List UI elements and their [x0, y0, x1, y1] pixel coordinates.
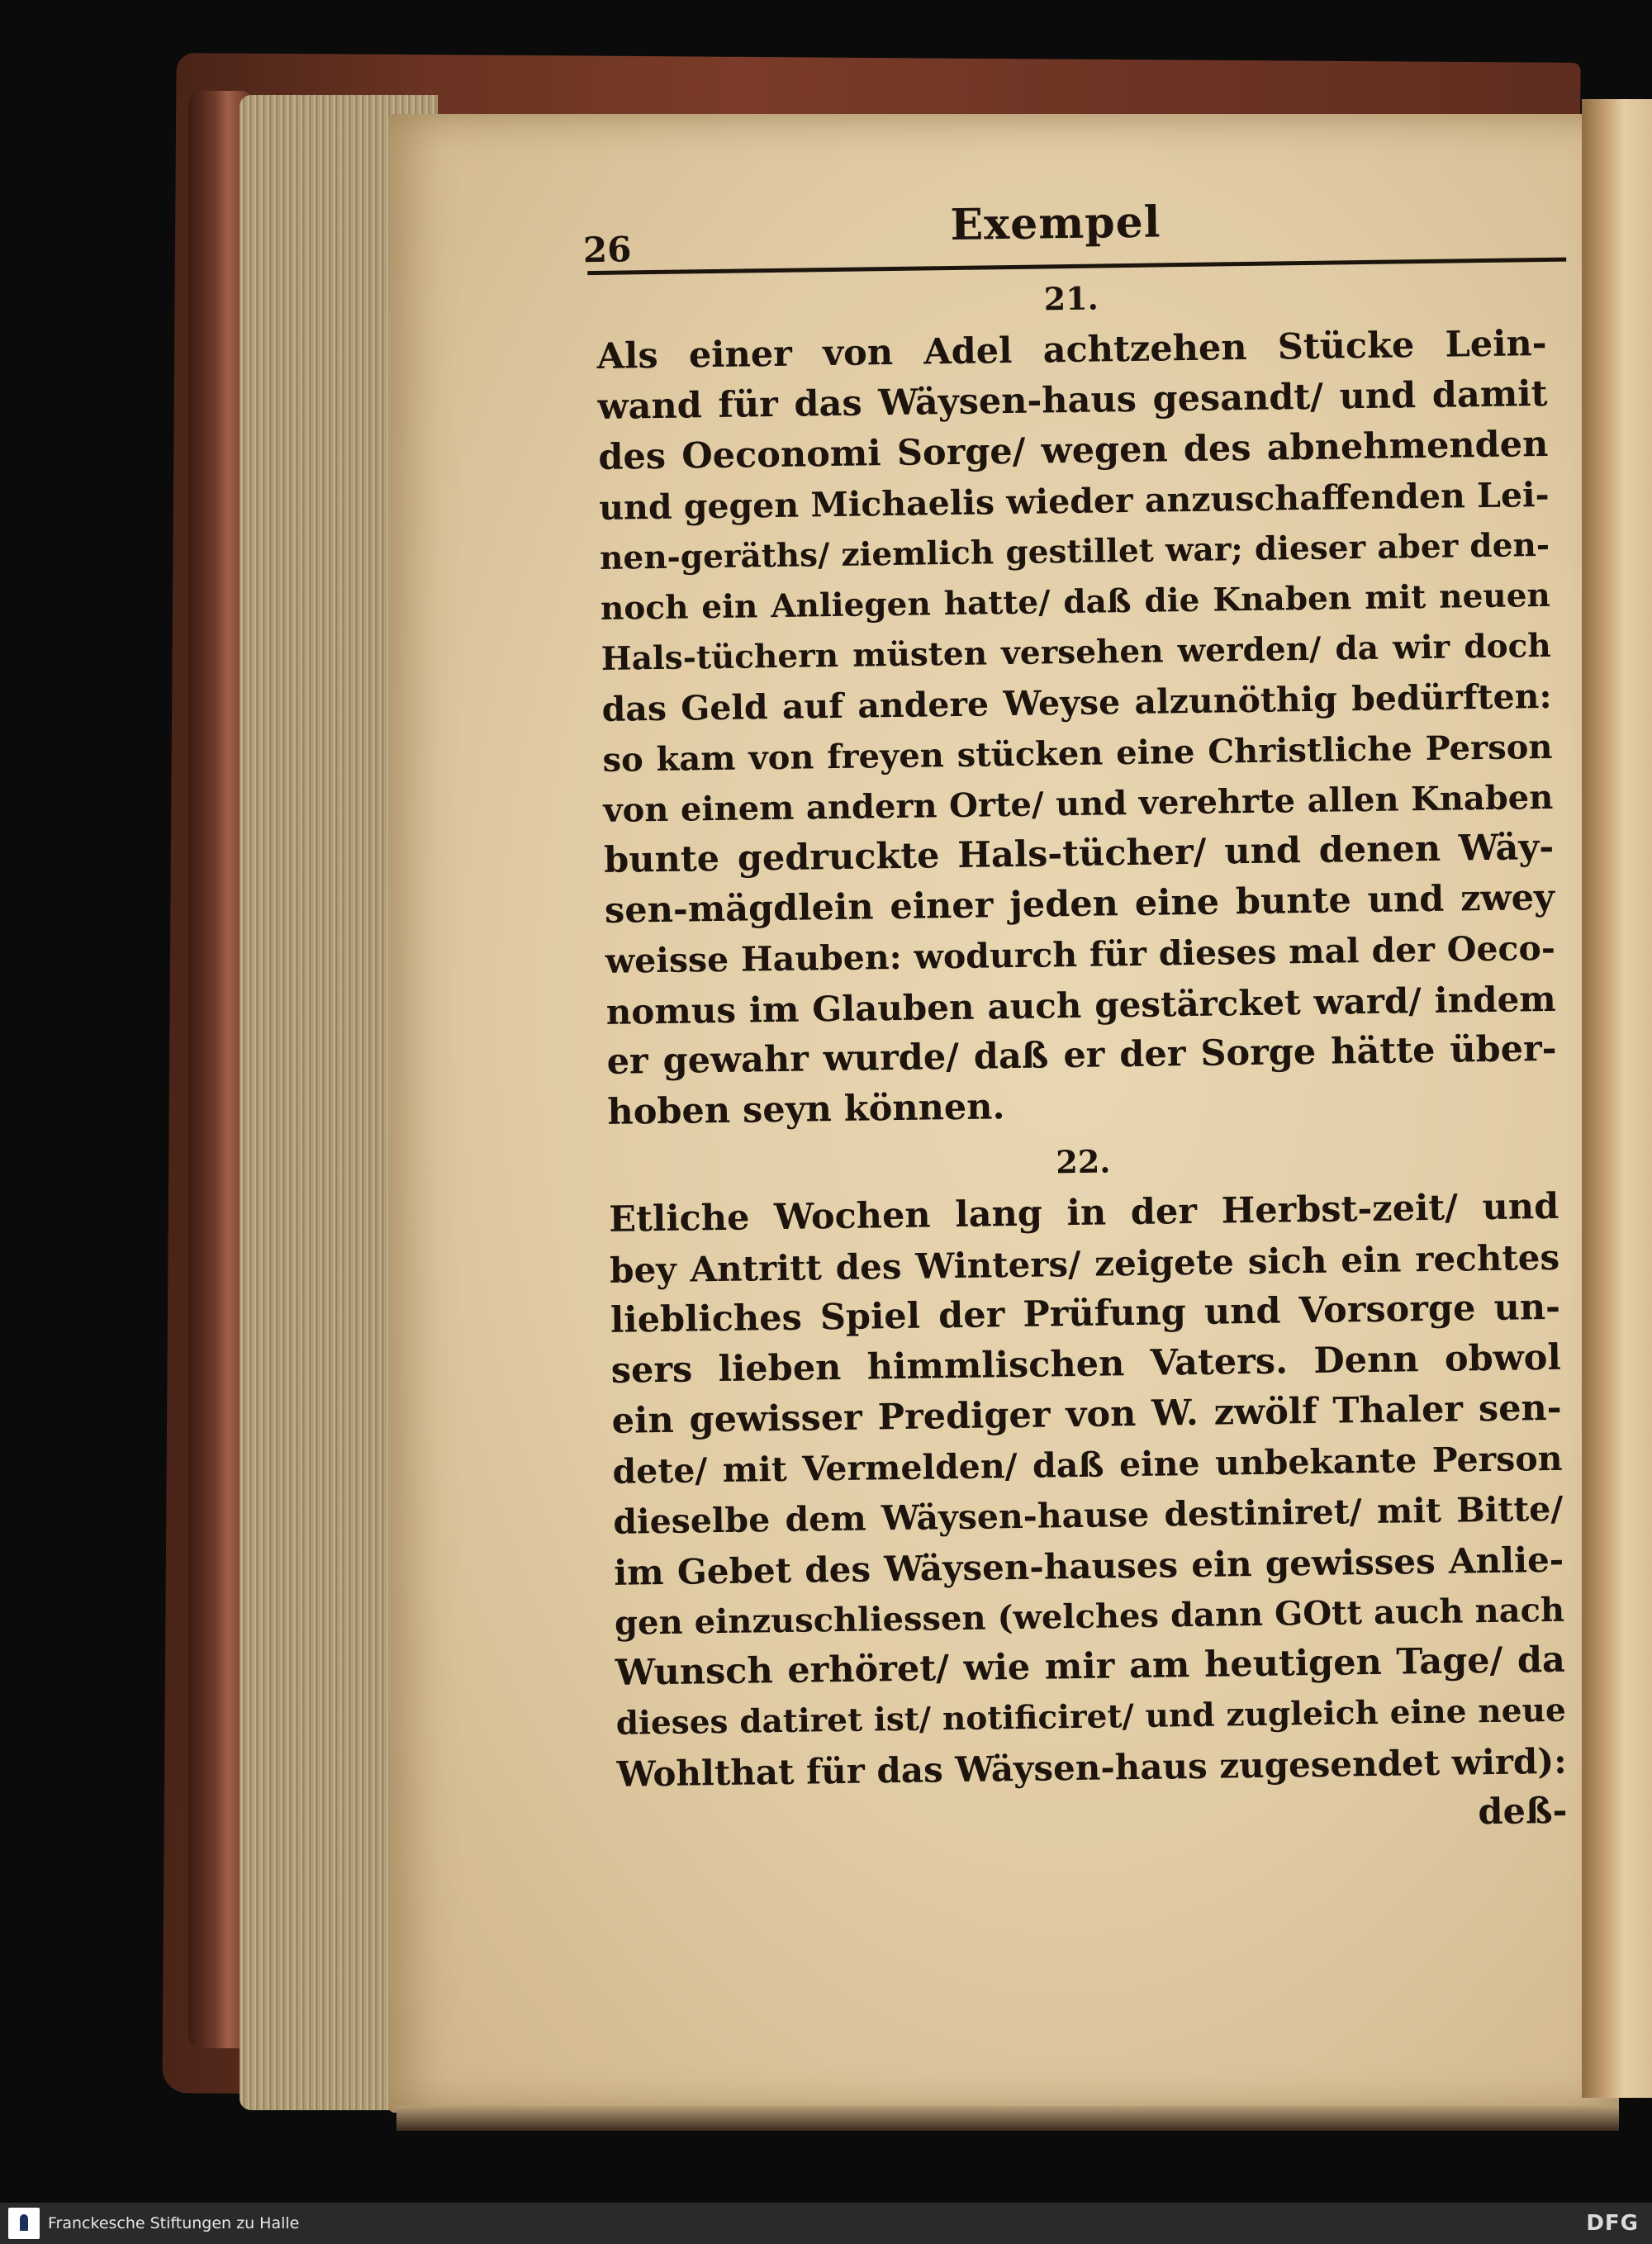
text-line: Wohlthat für das Wäysen-haus zugesendet wird):	[616, 1740, 1568, 1795]
text-line: und gegen Michaelis wieder anzuschaffenden Lei-	[598, 474, 1550, 528]
text-line: liebliches Spiel der Prüfung und Vorsorge un-	[610, 1286, 1561, 1341]
text-line: sen-mägdlein einer jeden eine bunte und zwey	[604, 876, 1555, 932]
text-line: ein gewisser Prediger von W. zwölf Thaler sen-	[611, 1387, 1562, 1442]
text-line: von einem andern Orte/ und verehrte allen Knaben	[603, 777, 1554, 830]
running-head-title: Exempel	[950, 197, 1161, 250]
section-number: 21.	[1043, 279, 1099, 318]
institution-logo-icon	[8, 2208, 40, 2239]
section-text	[596, 319, 1558, 1138]
section-text	[609, 1182, 1567, 1800]
text-line: er gewahr wurde/ daß er der Sorge hätte über-	[606, 1027, 1557, 1083]
viewer-footer-bar	[0, 2203, 1652, 2244]
text-line: bunte gedruckte Hals-tücher/ und denen Wäy-	[603, 826, 1555, 881]
text-line: wand für das Wäysen-haus gesandt/ und damit	[597, 372, 1548, 428]
page-number: 26	[582, 229, 632, 271]
text-line: Hals-tüchern müsten versehen werden/ da wir doch	[601, 626, 1552, 678]
text-block	[582, 183, 1568, 1850]
text-line: noch ein Anliegen hatte/ daß die Knaben mit neuen	[600, 576, 1551, 628]
text-line: das Geld auf andere Weyse alzunöthig bedürften:	[601, 676, 1552, 729]
text-line: des Oeconomi Sorge/ wegen des abnehmenden	[598, 423, 1549, 478]
text-line: dieselbe dem Wäysen-hause destiniret/ mit Bitte/	[613, 1488, 1564, 1542]
page-bottom-edge	[396, 2106, 1619, 2131]
text-line: dete/ mit Vermelden/ daß eine unbekante Person	[612, 1438, 1563, 1492]
text-line: nomus im Glauben auch gestärcket ward/ indem	[605, 978, 1557, 1032]
text-line: hoben seyn können.	[607, 1086, 1005, 1133]
dfg-logo: DFG	[1586, 2211, 1639, 2236]
text-line: gen einzuschliessen (welches dann GOtt auch nach	[614, 1590, 1565, 1643]
text-line: im Gebet des Wäysen-hauses ein gewisses Anlie-	[613, 1539, 1564, 1593]
text-line: Etliche Wochen lang in der Herbst-zeit/ und	[608, 1185, 1559, 1241]
text-line: Als einer von Adel achtzehen Stücke Lein-	[596, 322, 1547, 377]
text-line: dieses datiret ist/ notificiret/ und zugleich eine neue	[615, 1691, 1567, 1743]
section-number: 22.	[1055, 1142, 1111, 1181]
text-line: so kam von freyen stücken eine Christliche Person	[602, 727, 1553, 780]
text-line: sers lieben himmlischen Vaters. Denn obwol	[610, 1336, 1562, 1392]
section-22	[608, 1136, 1567, 1800]
institution-name: Franckesche Stiftungen zu Halle	[48, 2214, 300, 2232]
text-line: nen-geräths/ ziemlich gestillet war; dieser aber den-	[599, 525, 1550, 577]
catchword: deß-	[1478, 1790, 1568, 1834]
running-head	[582, 183, 1545, 271]
facing-page-edge	[1582, 99, 1652, 2098]
text-line: weisse Hauben: wodurch für dieses mal der Oeco-	[605, 927, 1556, 981]
text-line: bey Antritt des Winters/ zeigete sich ein rechtes	[609, 1236, 1560, 1291]
section-21	[596, 273, 1558, 1138]
text-line: Wunsch erhöret/ wie mir am heutigen Tage/ da	[615, 1639, 1566, 1694]
